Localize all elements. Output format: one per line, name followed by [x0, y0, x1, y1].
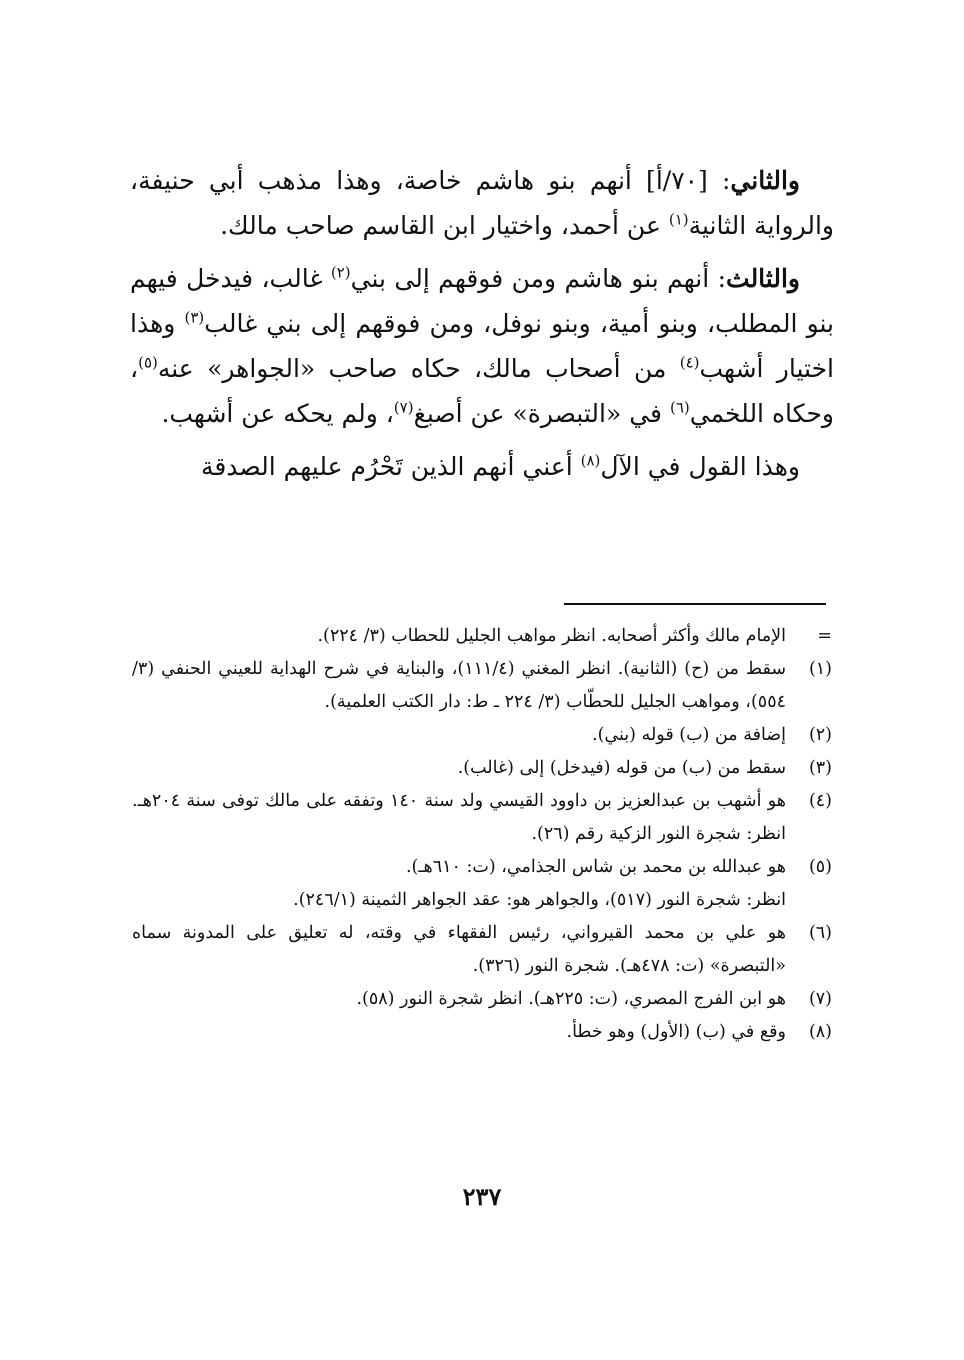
footnote-text: هو ابن الفرج المصري، (ت: ٢٢٥هـ). انظر شجرة النور (٥٨). [356, 989, 786, 1009]
footnote-text: هو أشهب بن عبدالعزيز بن داوود القيسي ولد سنة ١٤٠ وتفقه على مالك توفى سنة ٢٠٤هـ. انظر: شجرة النور الزكية رقم (٢٦). [132, 791, 786, 844]
footnote-number: (٢) [808, 725, 832, 745]
footnote-number: (٤) [808, 791, 832, 811]
footnote-number: (٣) [808, 758, 832, 778]
footnote-item [132, 653, 832, 719]
footnote-item [132, 851, 832, 884]
paragraph-text: في «التبصرة» عن أصبغ [413, 399, 670, 428]
footnote-text: إضافة من (ب) قوله (بني). [592, 725, 786, 745]
footnote-reference[interactable]: (٦) [669, 398, 690, 417]
footnote-number: (٥) [808, 857, 832, 877]
continuation-marker: = [817, 626, 832, 646]
footnote-item [132, 983, 832, 1016]
paragraph-text: غالب، فيدخل فيهم بنو المطلب، وبنو أمية، وبنو نوفل، ومن فوقهم إلى بني غالب [130, 264, 834, 338]
paragraph-text: : [٧٠/أ] أنهم بنو هاشم خاصة، وهذا مذهب أبي حنيفة، والرواية الثانية [130, 166, 834, 240]
footnote-reference[interactable]: (٣) [184, 308, 205, 327]
footnote-text: سقط من (ب) من قوله (فيدخل) إلى (غالب). [457, 758, 786, 778]
paragraph-third-opinion [130, 256, 834, 436]
paragraph-al-definition [130, 444, 834, 489]
footnote-text: الإمام مالك وأكثر أصحابه. انظر مواهب الجليل للحطاب (٣/ ٢٢٤). [317, 626, 786, 646]
footnote-number: (٦) [808, 923, 832, 943]
footnote-reference[interactable]: (٥) [138, 353, 158, 372]
paragraph-lead: والثالث [726, 264, 800, 293]
footnote-reference[interactable]: (٧) [393, 398, 414, 417]
footnote-number: (٧) [808, 989, 832, 1009]
footnote-number: (١) [808, 659, 832, 679]
footnote-item [132, 785, 832, 851]
footnote-reference[interactable]: (٤) [679, 353, 700, 372]
paragraph-text: وهذا اختيار أشهب [130, 309, 834, 383]
paragraph-text: : أنهم بنو هاشم ومن فوقهم إلى بني [350, 264, 727, 293]
paragraph-text: وهذا القول في الآل [600, 452, 800, 481]
footnote-reference[interactable]: (٨) [580, 451, 601, 470]
footnote-separator [564, 603, 826, 605]
footnote-item [132, 752, 832, 785]
footnotes [132, 620, 832, 1049]
footnote-continuation [132, 620, 832, 653]
paragraph-lead: والثاني [730, 166, 800, 195]
footnote-text: سقط من (ح) (الثانية). انظر المغني (١١١/٤)، والبناية في شرح الهداية للعيني الحنفي (٣/ ٥٥٤)، ومواهب الجليل للحطّاب (٣/ ٢٢٤ ـ ط: دار الكتب العلمية). [132, 659, 786, 712]
footnote-reference[interactable]: (١) [668, 210, 689, 229]
main-text [130, 158, 834, 497]
footnote-item [132, 719, 832, 752]
footnote-text-extra: انظر: شجرة النور (٥١٧)، والجواهر هو: عقد الجواهر الثمينة (٢٤٦/١). [293, 890, 786, 910]
footnote-text: هو عبدالله بن محمد بن شاس الجذامي، (ت: ٦١٠هـ). [405, 857, 786, 877]
footnote-text: هو علي بن محمد القيرواني، رئيس الفقهاء في وقته، له تعليق على المدونة سماه «التبصرة» (ت: ٤٧٨هـ). شجرة النور (٣٢٦). [132, 923, 786, 976]
footnote-item [132, 1016, 832, 1049]
paragraph-text: من أصحاب مالك، حكاه صاحب «الجواهر» عنه [157, 354, 680, 383]
footnote-item [132, 917, 832, 983]
paragraph-text: عن أحمد، واختيار ابن القاسم صاحب مالك. [220, 211, 669, 240]
page-number: ٢٣٧ [462, 1182, 502, 1211]
footnote-text: وقع في (ب) (الأول) وهو خطأ. [566, 1022, 786, 1042]
paragraph-text: ، وحكاه اللخمي [130, 354, 834, 428]
paragraph-second-opinion [130, 158, 834, 248]
footnote-number: (٨) [808, 1022, 832, 1042]
footnote-reference[interactable]: (٢) [330, 263, 351, 282]
paragraph-text: أعني أنهم الذين تَحْرُم عليهم الصدقة [200, 452, 581, 481]
paragraph-text: ، ولم يحكه عن أشهب. [161, 399, 394, 428]
